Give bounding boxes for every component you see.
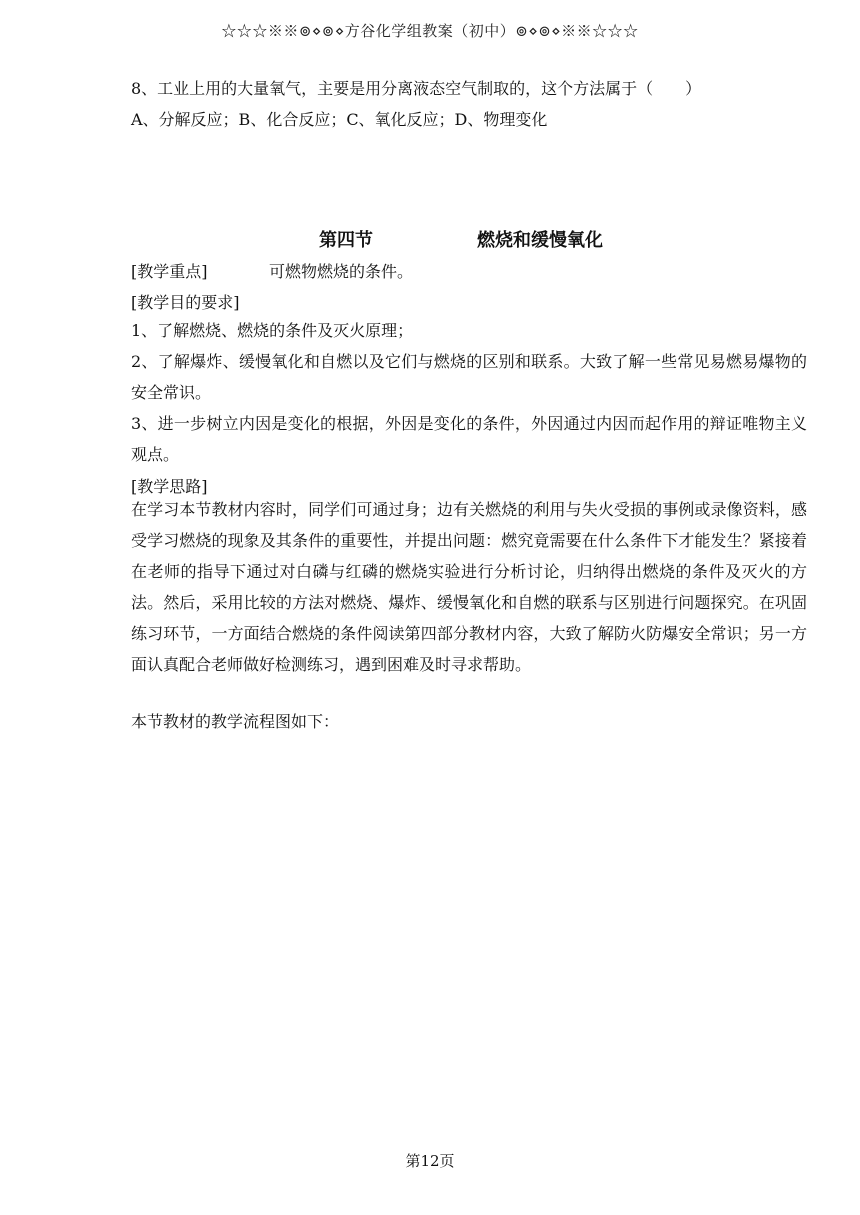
section-name: 燃烧和缓慢氧化 bbox=[477, 230, 603, 251]
objective-item-1: 1、了解燃烧、燃烧的条件及灭火原理； bbox=[131, 321, 414, 340]
flow-intro: 本节教材的教学流程图如下： bbox=[131, 712, 340, 731]
approach-body: 在学习本节教材内容时，同学们可通过身；边有关燃烧的利用与失火受损的事例或录像资料，感受学习燃烧的现象及其条件的重要性，并提出问题：燃究竟需要在什么条件下才能发生？紧接着在老师的指导下通过对白磷与红磷的燃烧实验进行分析讨论，归纳得出燃烧的条件及灭火的方法。然后，采用比较的方法对燃烧、爆炸、缓慢氧化和自燃的联系与区别进行问题探究。在巩固练习环节，一方面结合燃烧的条件阅读第四部分教材内容，大致了解防火防爆安全常识；另一方面认真配合老师做好检测练习，遇到困难及时寻求帮助。 bbox=[131, 500, 807, 674]
objective-item-3: 3、进一步树立内因是变化的根据，外因是变化的条件，外因通过内因而起作用的辩证唯物主义观点。 bbox=[131, 414, 807, 464]
key-point-value: 可燃物燃烧的条件。 bbox=[269, 262, 414, 281]
key-point bbox=[131, 261, 413, 283]
objectives-label: [教学目的要求] bbox=[131, 293, 240, 312]
key-point-label: [教学重点] bbox=[131, 262, 208, 281]
question-stem: 8、工业上用的大量氧气，主要是用分离液态空气制取的，这个方法属于（ ） bbox=[131, 79, 702, 98]
page-header: ☆☆☆※※⊚⋄⊚⋄方谷化学组教案（初中）⊚⋄⊚⋄※※☆☆☆ bbox=[221, 22, 639, 40]
section-number: 第四节 bbox=[319, 230, 373, 251]
objective-item-2: 2、了解爆炸、缓慢氧化和自燃以及它们与燃烧的区别和联系。大致了解一些常见易燃易爆物的安全常识。 bbox=[131, 352, 807, 402]
page-number: 第12页 bbox=[405, 1152, 455, 1170]
question-options: A、分解反应；B、化合反应；C、氧化反应；D、物理变化 bbox=[131, 110, 548, 129]
approach-label: [教学思路] bbox=[131, 477, 208, 496]
